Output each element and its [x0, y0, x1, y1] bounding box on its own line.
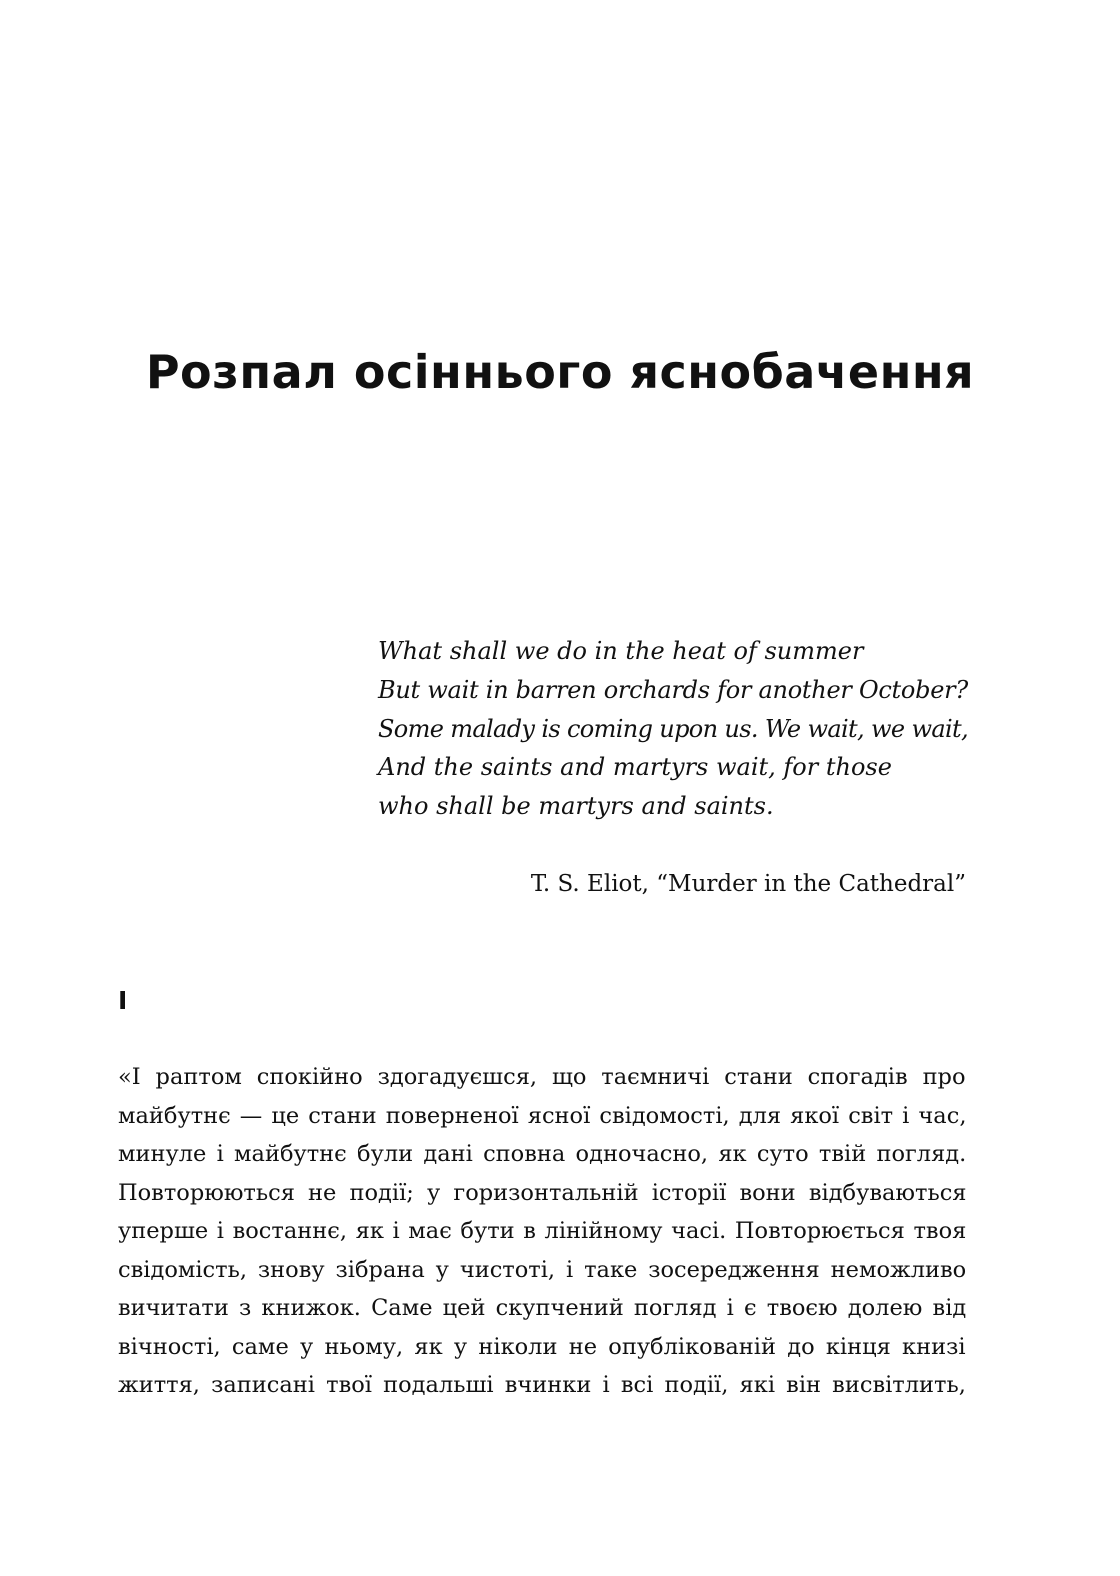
- body-line: Повторюються не події; у горизонтальній історії вони відбуваються: [118, 1179, 966, 1206]
- epigraph: [378, 632, 978, 826]
- body-line: свідомість, знову зібрана у чистоті, і таке зосередження неможливо: [118, 1256, 966, 1283]
- body-line: уперше і востаннє, як і має бути в лінійному часі. Повторюється твоя: [118, 1218, 966, 1244]
- body-paragraph: [118, 1058, 966, 1405]
- body-line: життя, записані твої подальші вчинки і всі події, які він висвітлить,: [118, 1372, 966, 1398]
- body-line: майбутнє — це стани поверненої ясної свідомості, для якої світ і час,: [118, 1102, 966, 1129]
- epigraph-line: Some malady is coming upon us. We wait, we wait,: [378, 714, 969, 743]
- body-line: «І раптом спокійно здогадуєшся, що таємничі стани спогадів про: [118, 1064, 966, 1090]
- section-number: I: [118, 986, 128, 1015]
- epigraph-line: who shall be martyrs and saints.: [378, 792, 774, 821]
- epigraph-source: T. S. Eliot, “Murder in the Cathedral”: [530, 871, 966, 897]
- body-line: минуле і майбутнє були дані сповна одночасно, як суто твій погляд.: [118, 1141, 966, 1167]
- epigraph-line: But wait in barren orchards for another October?: [378, 675, 968, 704]
- epigraph-line: What shall we do in the heat of summer: [378, 637, 864, 665]
- chapter-title: Розпал осіннього яснобачення: [145, 345, 975, 399]
- body-line: вичитати з книжок. Саме цей скупчений погляд і є твоєю долею від: [118, 1295, 966, 1321]
- body-line: вічності, саме у ньому, як у ніколи не опублікованій до кінця книзі: [118, 1333, 966, 1360]
- epigraph-line: And the saints and martyrs wait, for those: [378, 753, 892, 782]
